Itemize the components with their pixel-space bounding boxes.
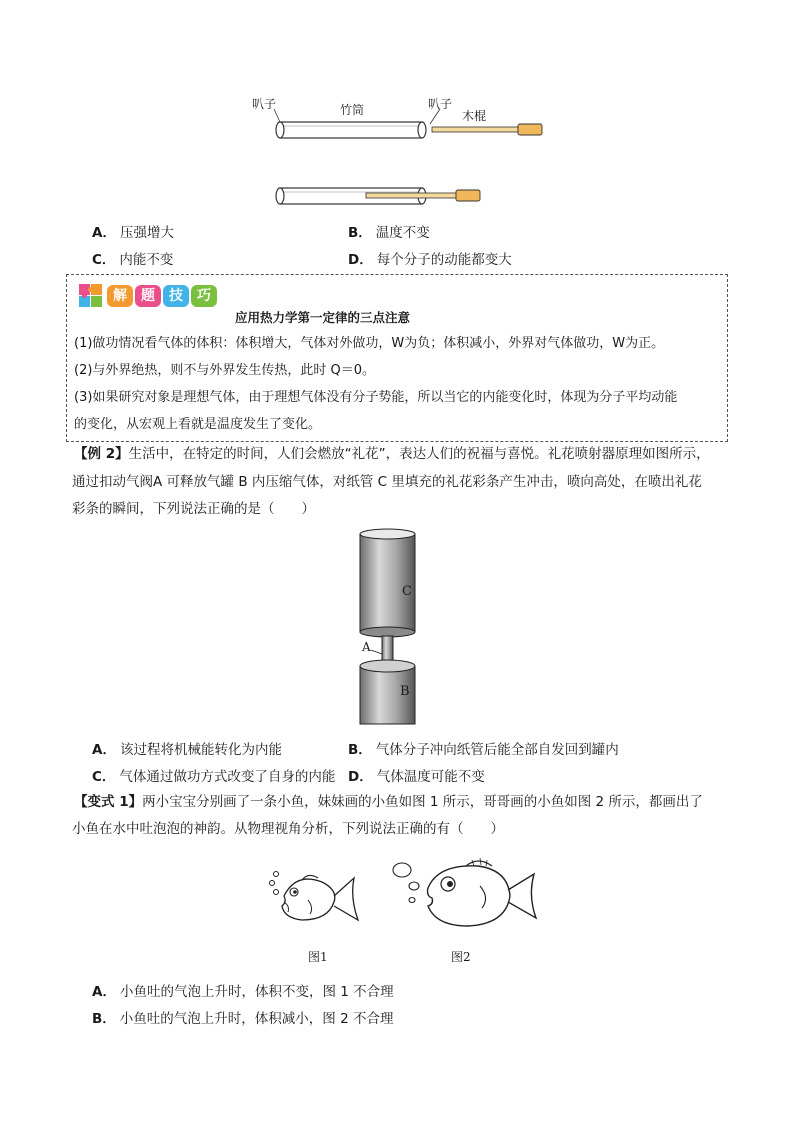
bamboo-tube-figure — [250, 95, 560, 210]
example2-line-2: 通过扣动气阀A 可释放气罐 B 内压缩气体，对纸管 C 里填充的礼花彩条产生冲击，喷向高处，在喷出礼花 — [72, 474, 702, 490]
fish-2-drawing — [388, 856, 538, 936]
fireworks-launcher-figure — [355, 528, 445, 728]
q3-option-b: B． 小鱼吐的气泡上升时，体积减小，图 2 不合理 — [92, 1011, 394, 1027]
fish-figure-2 — [388, 856, 538, 936]
tips-line-3a: (3)如果研究对象是理想气体，由于理想气体没有分子势能，所以当它的内能变化时，体现为分子平均动能 — [74, 390, 678, 405]
variant1-label: 【变式 1】 — [74, 794, 143, 810]
bamboo-tube-diagram — [250, 95, 560, 210]
launcher-label-c: C — [402, 584, 412, 599]
q2-option-b: B． 气体分子冲向纸管后能全部自发回到罐内 — [348, 742, 619, 758]
tips-badge-4: 巧 — [191, 285, 217, 307]
example2-line-3: 彩条的瞬间，下列说法正确的是（ ） — [72, 501, 315, 517]
fig1-label-stick: 木棍 — [462, 109, 487, 123]
q1-option-b: B． 温度不变 — [348, 225, 430, 241]
tips-title: 应用热力学第一定律的三点注意 — [235, 310, 411, 325]
q2-option-a: A． 该过程将机械能转化为内能 — [92, 742, 282, 758]
q3-option-a: A． 小鱼吐的气泡上升时，体积不变，图 1 不合理 — [92, 984, 394, 1000]
q2-option-d: D． 气体温度可能不变 — [348, 769, 485, 785]
fish-fig2-caption: 图2 — [451, 950, 471, 964]
q1-option-c: C． 内能不变 — [92, 252, 174, 268]
q1-option-a: A． 压强增大 — [92, 225, 174, 241]
launcher-label-a: A — [362, 640, 371, 654]
tips-badge-3: 技 — [163, 285, 189, 307]
tips-line-3b: 的变化，从宏观上看就是温度发生了变化。 — [74, 417, 322, 432]
tips-badge-1: 解 — [107, 285, 133, 307]
tips-line-2: (2)与外界绝热，则不与外界发生传热，此时 Q＝0。 — [74, 363, 376, 378]
fig1-label-left: 叭子 — [252, 97, 277, 111]
tips-line-1: (1)做功情况看气体的体积：体积增大，气体对外做功，W为负；体积减小，外界对气体做功，W为正。 — [74, 336, 665, 351]
fish-figure-1 — [262, 868, 362, 928]
launcher-label-b: B — [400, 684, 410, 699]
fish-1-drawing — [262, 868, 362, 928]
example2-label: 【例 2】 — [74, 446, 129, 462]
tips-header — [78, 283, 219, 309]
q2-option-c: C． 气体通过做功方式改变了自身的内能 — [92, 769, 336, 785]
variant1-line-2: 小鱼在水中吐泡泡的神韵。从物理视角分析，下列说法正确的有（ ） — [72, 821, 504, 837]
fig1-label-tube: 竹筒 — [340, 103, 365, 117]
fig1-label-right: 叭子 — [428, 97, 453, 111]
puzzle-icon — [78, 283, 104, 309]
fish-fig1-caption: 图1 — [308, 950, 328, 964]
variant1-line-1: 【变式 1】两小宝宝分别画了一条小鱼，妹妹画的小鱼如图 1 所示，哥哥画的小鱼如图 2 所示，都画出了 — [74, 794, 703, 810]
example2-line-1: 【例 2】生活中，在特定的时间，人们会燃放“礼花”，表达人们的祝福与喜悦。礼花喷射器原理如图所示， — [74, 446, 710, 462]
tips-badge-2: 题 — [135, 285, 161, 307]
q1-option-d: D． 每个分子的动能都变大 — [348, 252, 512, 268]
